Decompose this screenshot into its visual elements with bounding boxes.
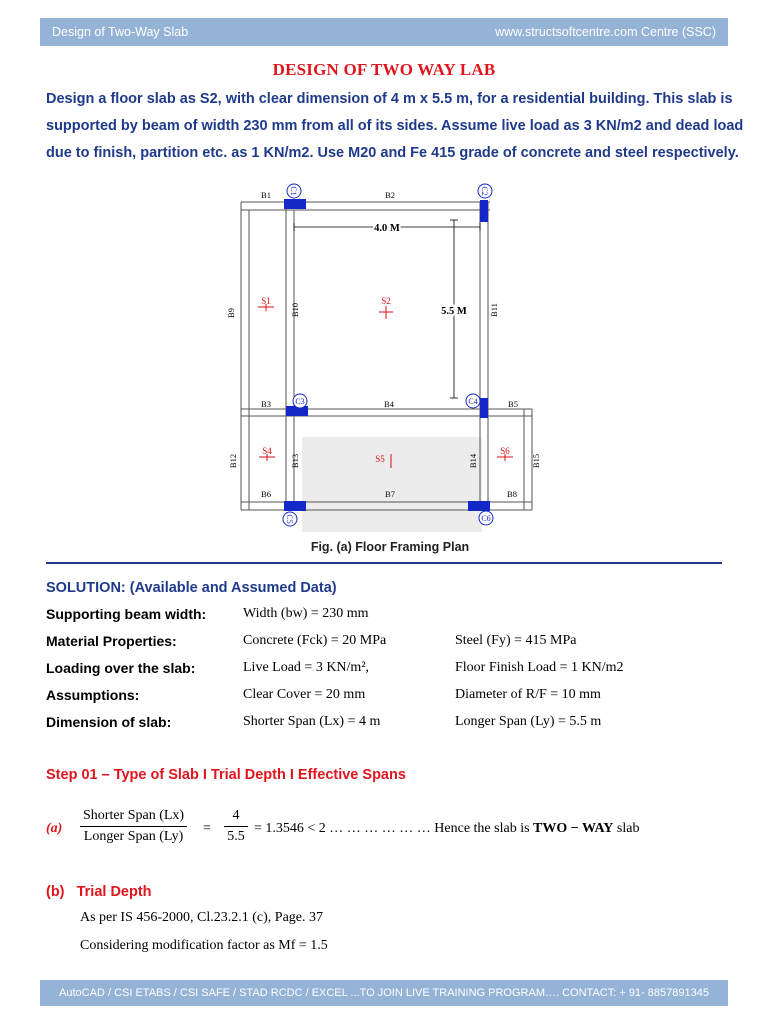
ratio-result-bold: TWO − WAY — [533, 821, 614, 836]
solution-heading: SOLUTION: (Available and Assumed Data) — [46, 580, 337, 596]
equals-sign: = — [203, 821, 211, 836]
trial-depth-line-2: Considering modification factor as Mf = 1.5 — [80, 938, 328, 953]
trial-depth-heading: (b) Trial Depth — [46, 884, 152, 900]
row-value-1: Live Load = 3 KN/m², — [243, 660, 370, 675]
row-value-1: Clear Cover = 20 mm — [243, 687, 366, 702]
dimension-x-label: 4.0 M — [374, 223, 400, 234]
row-label: Dimension of slab: — [46, 714, 172, 730]
row-value-2: Diameter of R/F = 10 mm — [455, 687, 601, 702]
problem-statement — [46, 86, 744, 167]
row-value-2: Steel (Fy) = 415 MPa — [455, 633, 577, 648]
beam-label-b8: B8 — [507, 489, 517, 499]
beam-label-b15: B15 — [531, 453, 541, 469]
column-tag-c6: C6 — [481, 514, 491, 523]
equation-label: (a) — [46, 821, 63, 836]
value-denominator: 5.5 — [227, 829, 245, 844]
problem-line-3: due to finish, partition etc. as 1 KN/m2. Use M20 and Fe 415 grade of concrete and steel respectively. — [46, 145, 739, 161]
caption-shading — [302, 437, 482, 532]
ratio-result — [254, 821, 639, 837]
beam-label-b2: B2 — [385, 190, 395, 200]
column-tag-c5: C5 — [285, 514, 294, 524]
column-tag-c4: C4 — [468, 397, 478, 406]
column-tag-c1: C1 — [289, 186, 298, 196]
beam-label-b14: B14 — [468, 453, 478, 469]
row-value-1: Width (bw) = 230 mm — [243, 606, 369, 621]
beam-label-b11: B11 — [489, 303, 499, 317]
row-label: Material Properties: — [46, 633, 177, 649]
step-01-heading: Step 01 – Type of Slab I Trial Depth I Effective Spans — [46, 767, 406, 783]
figure-caption: Fig. (a) Floor Framing Plan — [310, 540, 470, 554]
problem-line-2: supported by beam of width 230 mm from all of its sides. Assume live load as 3 KN/m2 and dead load — [46, 118, 744, 134]
floor-framing-plan — [222, 180, 552, 532]
slab-label-s4: S4 — [262, 446, 272, 456]
page-header — [40, 18, 728, 46]
beam-label-b4: B4 — [384, 399, 394, 409]
section-divider — [46, 562, 722, 564]
beam-label-b10: B10 — [290, 302, 300, 318]
span-ratio-equation — [46, 806, 726, 854]
beam-label-b3: B3 — [261, 399, 271, 409]
slab-label-s2: S2 — [381, 296, 391, 306]
column-c2 — [480, 200, 488, 222]
ratio-result-tail: slab — [616, 821, 640, 836]
value-numerator: 4 — [224, 808, 248, 827]
slab-label-s6: S6 — [500, 446, 510, 456]
beam-label-b1: B1 — [261, 190, 271, 200]
column-c5 — [284, 501, 306, 511]
dimension-y-label: 5.5 M — [441, 306, 467, 317]
span-fraction — [80, 808, 187, 845]
column-c1 — [284, 199, 306, 209]
beam-label-b5: B5 — [508, 399, 518, 409]
column-tag-c3: C3 — [295, 397, 305, 406]
slab-label-s1: S1 — [261, 296, 271, 306]
page-footer: AutoCAD / CSI ETABS / CSI SAFE / STAD RCDC / EXCEL ...TO JOIN LIVE TRAINING PROGRAM…. CONTACT: + 91- 8857891345 — [40, 980, 728, 1006]
value-fraction — [224, 808, 248, 845]
row-label: Supporting beam width: — [46, 606, 207, 622]
row-value-1: Shorter Span (Lx) = 4 m — [243, 714, 381, 729]
slab-label-s5: S5 — [375, 454, 385, 464]
problem-line-1: Design a floor slab as S2, with clear dimension of 4 m x 5.5 m, for a residential building. This slab is — [46, 91, 733, 107]
column-c6 — [468, 501, 490, 511]
ratio-result-text: = 1.3546 < 2 … … … … … … Hence the slab is — [254, 821, 530, 836]
fraction-numerator: Shorter Span (Lx) — [80, 808, 187, 827]
beam-label-b6: B6 — [261, 489, 271, 499]
header-left-text: Design of Two-Way Slab — [52, 25, 189, 39]
row-value-2: Longer Span (Ly) = 5.5 m — [455, 714, 602, 729]
beam-label-b7: B7 — [385, 489, 395, 499]
page-title: DESIGN OF TWO WAY LAB — [272, 60, 496, 79]
fraction-denominator: Longer Span (Ly) — [83, 829, 184, 844]
row-value-1: Concrete (Fck) = 20 MPa — [243, 633, 387, 648]
row-label: Loading over the slab: — [46, 660, 196, 676]
beam-label-b12: B12 — [228, 453, 238, 469]
beam-label-b9: B9 — [226, 308, 236, 318]
header-website-text: www.structsoftcentre.com Centre (SSC) — [495, 25, 716, 39]
beam-label-b13: B13 — [290, 453, 300, 469]
row-value-2: Floor Finish Load = 1 KN/m2 — [455, 660, 624, 675]
row-label: Assumptions: — [46, 687, 140, 703]
trial-depth-line-1: As per IS 456-2000, Cl.23.2.1 (c), Page. 37 — [80, 910, 324, 925]
column-c4 — [480, 398, 488, 418]
column-tag-c2: C2 — [480, 186, 489, 196]
